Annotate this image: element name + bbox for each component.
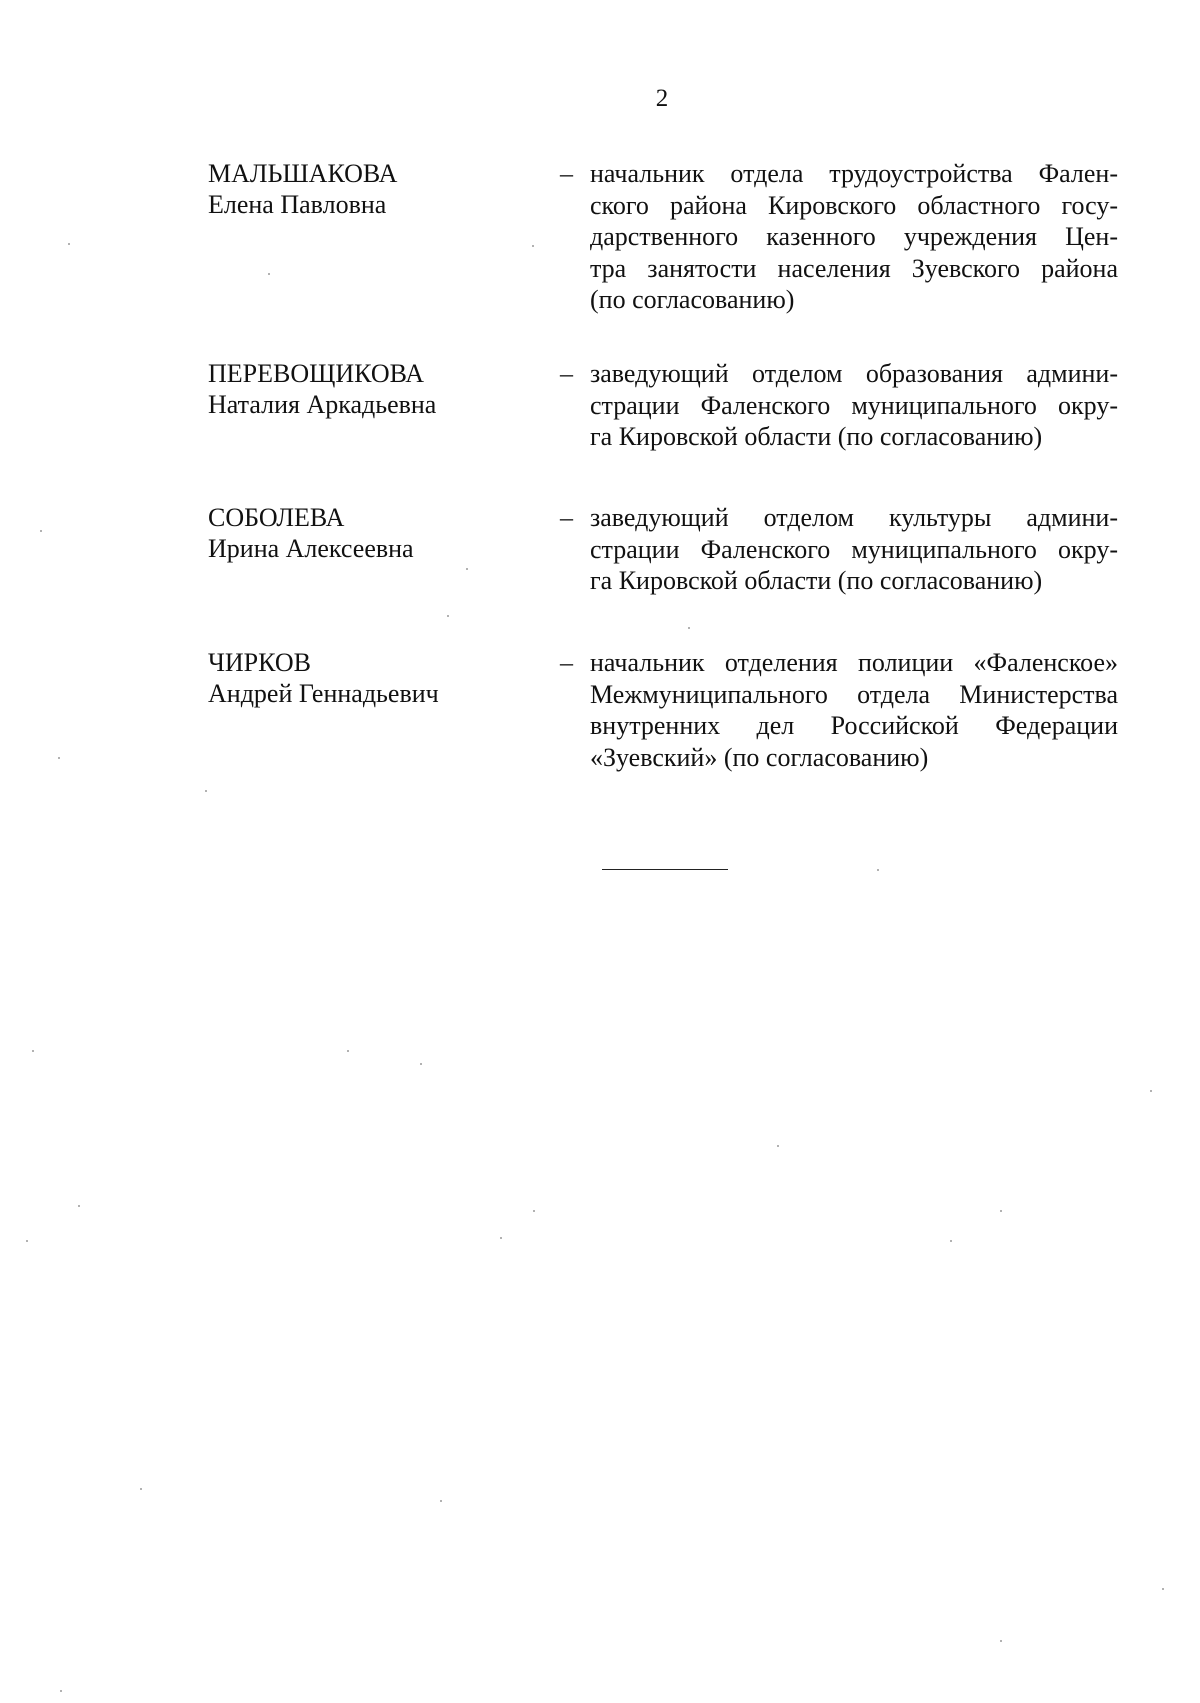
surname: СОБОЛЕВА [208, 503, 345, 532]
person-name [208, 158, 538, 220]
position-line: заведующий отделом образования админи- [590, 359, 1118, 388]
position-line: страции Фаленского муниципального окру- [590, 390, 1118, 420]
position-line: га Кировской области (по согласованию) [590, 566, 1043, 595]
position-description [590, 358, 1118, 453]
position-line: ского района Кировского областного госу- [590, 190, 1118, 220]
given-names: Ирина Алексеевна [208, 534, 414, 563]
position-line: заведующий отделом культуры админи- [590, 503, 1118, 532]
position-description [590, 158, 1118, 316]
dash-separator: – [560, 359, 573, 388]
end-of-list-rule [602, 869, 728, 870]
person-name [208, 502, 538, 564]
position-line: внутренних дел Российской Федерации [590, 711, 1118, 740]
page-number: 2 [655, 85, 669, 112]
surname: МАЛЬШАКОВА [208, 159, 398, 188]
position-line: га Кировской области (по согласованию) [590, 422, 1043, 451]
position-line: страции Фаленского муниципального окру- [590, 534, 1118, 564]
position-line: дарственного казенного учреждения Цен- [590, 222, 1118, 251]
position-description [590, 647, 1118, 773]
position-line: «Зуевский» (по согласованию) [590, 742, 929, 772]
position-description [590, 502, 1118, 597]
dash-separator: – [560, 648, 573, 677]
position-line: Межмуниципального отдела Министерства [590, 679, 1118, 709]
surname: ПЕРЕВОЩИКОВА [208, 359, 425, 388]
dash-separator: – [560, 159, 573, 188]
position-line: начальник отделения полиции «Фаленское» [590, 648, 1118, 677]
given-names: Елена Павловна [208, 190, 387, 219]
position-line: тра занятости населения Зуевского района [590, 253, 1118, 283]
person-name [208, 647, 538, 709]
given-names: Наталия Аркадьевна [208, 390, 437, 419]
position-line: (по согласованию) [590, 285, 795, 314]
person-name [208, 358, 538, 420]
given-names: Андрей Геннадьевич [208, 679, 439, 708]
dash-separator: – [560, 503, 573, 532]
surname: ЧИРКОВ [208, 648, 311, 677]
position-line: начальник отдела трудоустройства Фален- [590, 159, 1118, 188]
